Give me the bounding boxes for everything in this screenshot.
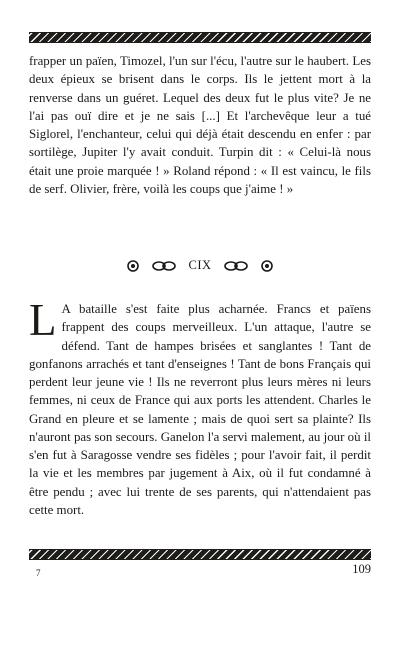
interlace-ornament-icon: [151, 260, 177, 272]
paragraph-section: [29, 295, 371, 519]
paragraph-continued: frapper un païen, Timozel, l'un sur l'écu, l'autre sur le haubert. Les deux épieux se brisent dans le corps. Ils le jettent mort à la renverse dans un guéret. Lequel des deux fut le plus vite? Je ne l'ai pas ouï dire et je ne sais [...] Et l'archevêque leur a tué Siglorel, l'enchanteur, celui qui déjà était descendu en enfer : par sortilège, Jupiter l'y avait conduit. Turpin dit : « Celui-là nous était une proie marquée ! » Roland répond : « Il est vaincu, le fils de serf. Olivier, frère, voilà les coups que j'aime ! »: [29, 54, 371, 196]
section-number: CIX: [188, 258, 212, 272]
top-ornamental-border: [29, 32, 371, 43]
circle-ornament-icon: [127, 260, 139, 272]
drop-cap: L: [29, 295, 57, 345]
paragraph-section-text: A bataille s'est faite plus acharnée. Francs et païens frappent des coups merveilleux. L'un attaque, l'autre se défend. Tant de hampes brisées et sanglantes ! Tant de gonfanons arrachés et tant d'enseignes ! Tant de bons Français qui perdent leur jeune vie ! Ils ne reverront plus leurs mères ni leurs femmes, ni ceux de France qui aux ports les attendent. Charles le Grand en pleure et se lamente ; mais de quoi sert sa plainte? Ils n'auront pas son secours. Ganelon l'a servi malement, au jour où il s'en fut à Saragosse vendre ses fidèles ; pour l'avoir fait, il perdit la vie et les membres par jugement à Aix, où il fut condamné à être pendu ; avec lui trente de ses parents, qui n'attendaient pas cette mort.: [29, 302, 371, 517]
bottom-ornamental-border: [29, 549, 371, 560]
interlace-ornament-icon: [223, 260, 249, 272]
circle-ornament-icon: [261, 260, 273, 272]
page-number: 109: [352, 562, 371, 576]
section-heading-row: [29, 258, 371, 273]
signature-mark: 7: [36, 568, 41, 578]
